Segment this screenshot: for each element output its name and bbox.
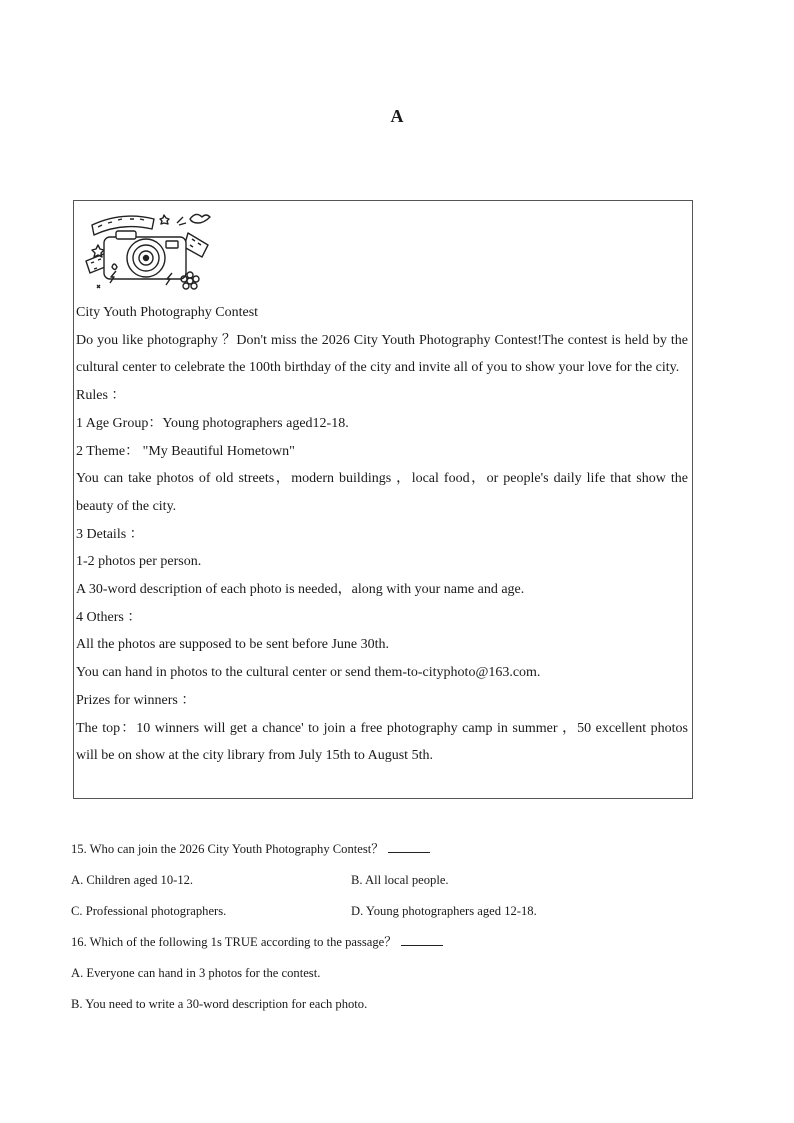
question-15 — [71, 837, 711, 930]
question-stem: 16. Which of the following 1s TRUE according to the passage？ — [71, 935, 397, 949]
option-a: A. Children aged 10-12. — [71, 873, 194, 887]
option-b: B. All local people. — [351, 873, 449, 887]
rules-heading: Rules ： — [76, 388, 126, 404]
rule-others-submit: You can hand in photos to the cultural center or send them-to-cityphoto@163.com. — [76, 665, 541, 681]
rule-others-heading: 4 Others ： — [76, 609, 142, 625]
rule-details-description: A 30-word description of each photo is needed，along with your name and age. — [76, 582, 525, 598]
contest-notice — [73, 200, 693, 799]
notice-title: City Youth Photography Contest — [76, 305, 259, 320]
option-d: D. Young photographers aged 12-18. — [351, 904, 537, 918]
answer-blank[interactable] — [401, 931, 443, 946]
option-b: B. You need to write a 30-word description for each photo. — [71, 997, 368, 1011]
camera-with-film-strip-icon — [82, 205, 222, 291]
notice-text — [76, 299, 688, 770]
prizes-text: The top：10 winners will get a chance' to join a free photography camp in summer ，50 excellent photos will be on show at the city library from July 15th to August 5th. — [76, 720, 688, 764]
rule-details-heading: 3 Details ： — [76, 526, 144, 542]
rule-others-deadline: All the photos are supposed to be sent before June 30th. — [76, 637, 389, 653]
rule-details-count: 1-2 photos per person. — [76, 554, 202, 570]
rule-age-group: 1 Age Group：Young photographers aged12-18. — [76, 415, 349, 431]
option-a: A. Everyone can hand in 3 photos for the contest. — [71, 966, 321, 980]
notice-intro: Do you like photography ？Don't miss the 2026 City Youth Photography Contest!The contest is held by the cultural center to celebrate the 100th birthday of the city and invite all of you to show your love for the city. — [76, 332, 688, 376]
prizes-heading: Prizes for winners ： — [76, 692, 196, 708]
rule-theme-detail: You can take photos of old streets，modern buildings ，local food，or people's daily life that show the beauty of the city. — [76, 471, 688, 514]
question-stem: 15. Who can join the 2026 City Youth Photography Contest？ — [71, 842, 384, 856]
section-letter: A — [390, 106, 404, 126]
question-16 — [71, 930, 711, 1023]
question-list — [71, 837, 711, 1023]
answer-blank[interactable] — [388, 838, 430, 853]
option-c: C. Professional photographers. — [71, 904, 227, 918]
rule-theme: 2 Theme： "My Beautiful Hometown" — [76, 443, 295, 459]
